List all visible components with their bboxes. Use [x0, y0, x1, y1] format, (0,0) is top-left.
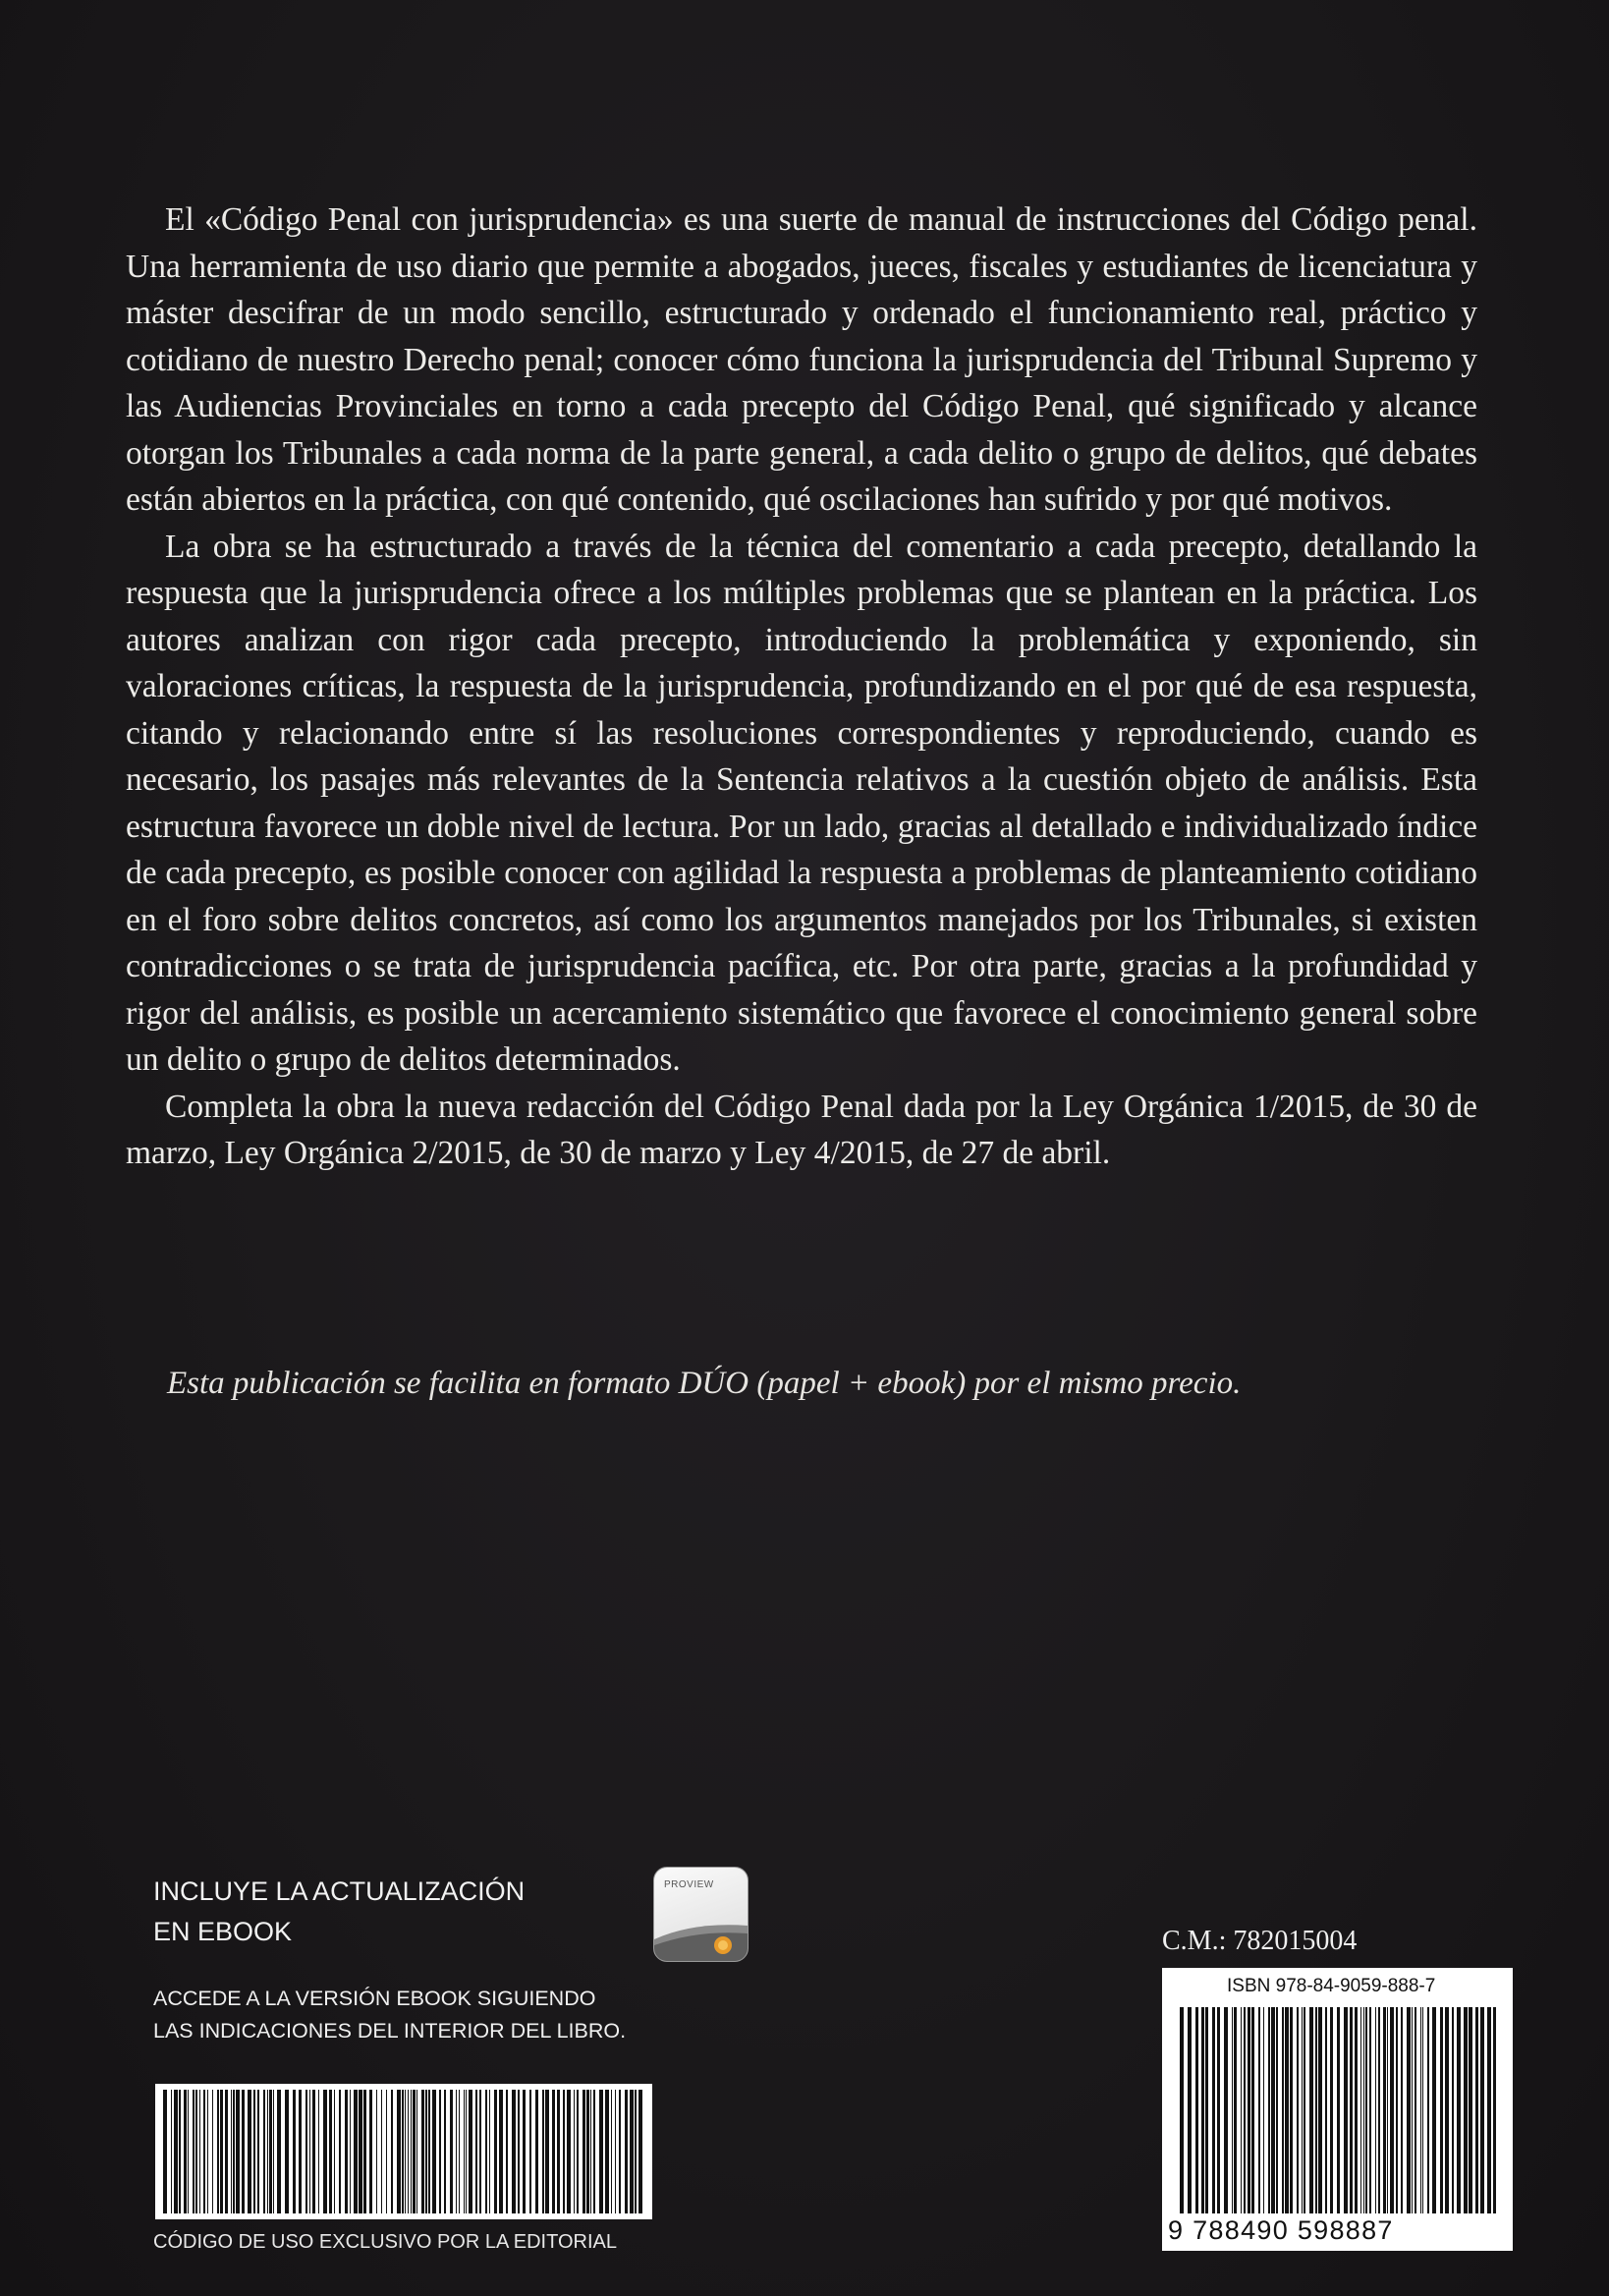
isbn-barcode-box: [1162, 1968, 1513, 2251]
description-text: [126, 196, 1477, 1177]
isbn-barcode-icon: [1176, 2007, 1500, 2213]
description-paragraph-3: Completa la obra la nueva redacción del Código Penal dada por la Ley Orgánica 1/2015, de 30 de marzo, Ley Orgánica 2/2015, de 30 de marzo y Ley 4/2015, de 27 de abril.: [126, 1088, 1477, 1171]
proview-swoosh-icon: [654, 1912, 748, 1961]
ebook-heading-line-1: INCLUYE LA ACTUALIZACIÓN: [153, 1876, 526, 1906]
ebook-instructions-line-1: ACCEDE A LA VERSIÓN EBOOK SIGUIENDO: [153, 1987, 596, 2010]
proview-app-icon: [653, 1867, 749, 1962]
ebook-heading: [153, 1872, 664, 1952]
description-paragraph-2: La obra se ha estructurado a través de la técnica del comentario a cada precepto, detallando la respuesta que la jurisprudencia ofrece a los múltiples problemas que se plantean en la práctica. Los autores analizan con rigor cada precepto, introduciendo la problemática y exponiendo, sin valoraciones críticas, la respuesta de la jurisprudencia, profundizando en el por qué de esa respuesta, citando y relacionando entre sí las resoluciones correspondientes y reproduciendo, cuando es necesario, los pasajes más relevantes de la Sentencia relativos a la cuestión objeto de análisis. Esta estructura favorece un doble nivel de lectura. Por un lado, gracias al detallado e individualizado índice de cada precepto, es posible conocer con agilidad la respuesta a problemas de planteamiento cotidiano en el foro sobre delitos concretos, así como los argumentos manejados por los Tribunales, si existen contradicciones o se trata de jurisprudencia pacífica, etc. Por otra parte, gracias a la profundidad y rigor del análisis, es posible un acercamiento sistemático que favorece el conocimiento general sobre un delito o grupo de delitos determinados.: [126, 528, 1477, 1078]
description-paragraph-1: El «Código Penal con jurisprudencia» es una suerte de manual de instrucciones del Código penal. Una herramienta de uso diario que permite a abogados, jueces, fiscales y estudiantes de licenciatura y máster descifrar de un modo sencillo, estructurado y ordenado el funcionamiento real, práctico y cotidiano de nuestro Derecho penal; conocer cómo funciona la jurisprudencia del Tribunal Supremo y las Audiencias Provinciales en torno a cada precepto del Código Penal, qué significado y alcance otorgan los Tribunales a cada norma de la parte general, a cada delito o grupo de delitos, qué debates están abiertos en la práctica, con qué contenido, qué oscilaciones han sufrido y por qué motivos.: [126, 201, 1477, 518]
ebook-heading-line-2: EN EBOOK: [153, 1917, 293, 1946]
barcode-left-icon: [161, 2090, 646, 2213]
cm-code: C.M.: 782015004: [1162, 1926, 1358, 1956]
isbn-barcode-digits: 9 788490 598887: [1168, 2215, 1394, 2245]
ebook-code-label: CÓDIGO DE USO EXCLUSIVO POR LA EDITORIAL: [153, 2231, 617, 2253]
proview-label: PROVIEW: [664, 1879, 714, 1890]
isbn-number: ISBN 978-84-9059-888-7: [1227, 1976, 1436, 1996]
duo-format-note: Esta publicación se facilita en formato DÚO (papel + ebook) por el mismo precio.: [167, 1366, 1242, 1401]
ebook-instructions-line-2: LAS INDICACIONES DEL INTERIOR DEL LIBRO.: [153, 2019, 627, 2043]
ebook-code-barcode: [155, 2084, 652, 2219]
ebook-instructions: [153, 1983, 703, 2047]
